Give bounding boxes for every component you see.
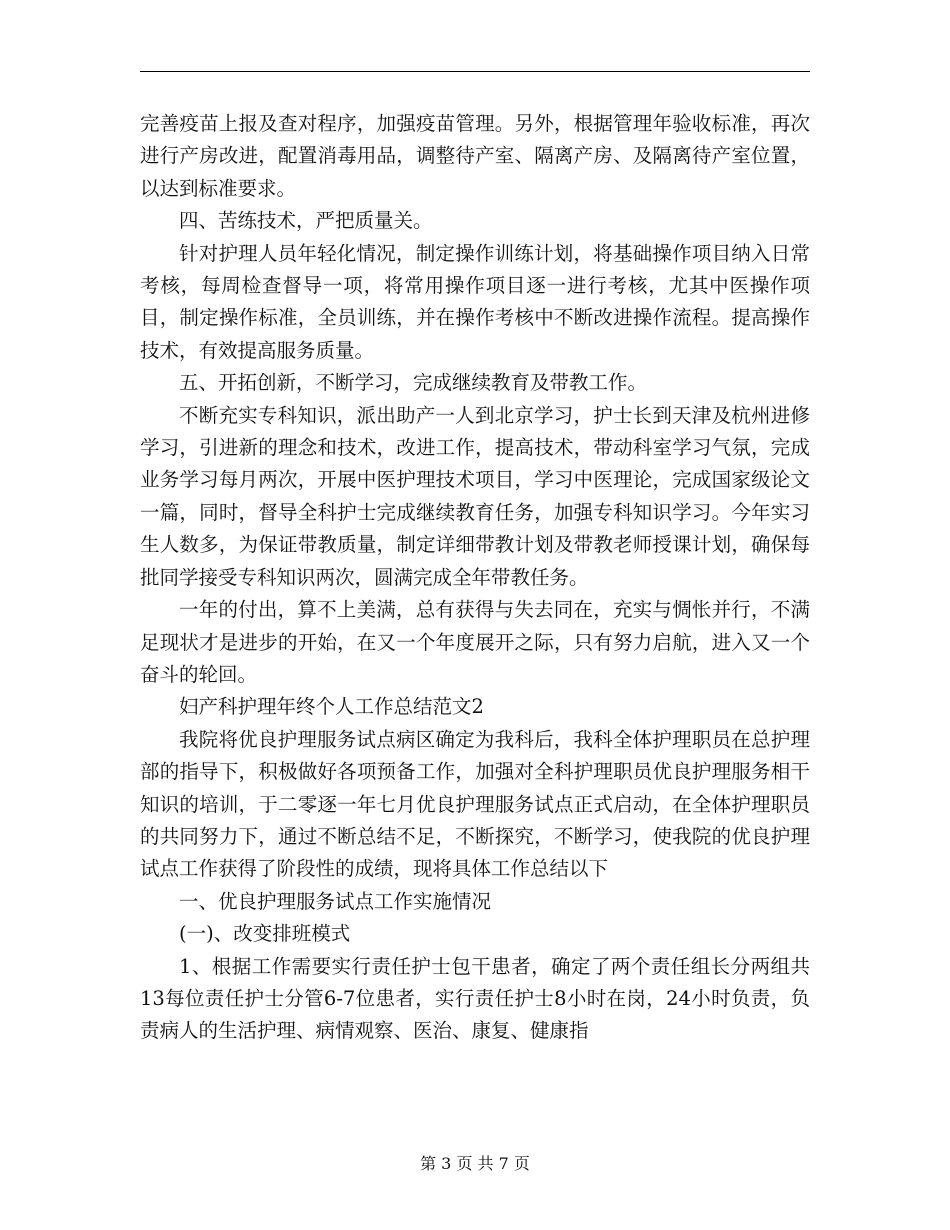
paragraph: (一)、改变排班模式 — [179, 922, 351, 946]
page-number-footer: 第 3 页 共 7 页 — [420, 1154, 530, 1173]
paragraph: 不断充实专科知识，派出助产一人到北京学习，护士长到天津及杭州进修学习，引进新的理念和技术，改进工作，提高技术，带动科室学习气氛，完成业务学习每月两次，开展中医护理技术项目，学习中医理论，完成国家级论文一篇，同时，督导全科护士完成继续教育任务，加强专科知识学习。今年实习生人数多，为保证带教质量，制定详细带教计划及带教老师授课计划，确保每批同学接受专科知识两次，圆满完成全年带教任务。 — [140, 403, 810, 589]
paragraph: 针对护理人员年轻化情况，制定操作训练计划，将基础操作项目纳入日常考核，每周检查督导一项，将常用操作项目逐一进行考核，尤其中医操作项目，制定操作标准，全员训练，并在操作考核中不断改进操作流程。提高操作技术，有效提高服务质量。 — [140, 241, 810, 362]
paragraph: 我院将优良护理服务试点病区确定为我科后，我科全体护理职员在总护理部的指导下，积极做好各项预备工作，加强对全科护理职员优良护理服务相干知识的培训，于二零逐一年七月优良护理服务试点正式启动，在全体护理职员的共同努力下，通过不断总结不足，不断探究，不断学习，使我院的优良护理试点工作获得了阶段性的成绩，现将具体工作总结以下 — [140, 727, 810, 881]
paragraph: 1、根据工作需要实行责任护士包干患者，确定了两个责任组长分两组共13每位责任护士分管6-7位患者，实行责任护士8小时在岗，24小时负责，负责病人的生活护理、病情观察、医治、康复、健康指 — [140, 954, 810, 1043]
header-rule — [140, 71, 810, 72]
document-body — [140, 108, 810, 1048]
paragraph: 五、开拓创新，不断学习，完成继续教育及带教工作。 — [179, 371, 648, 395]
paragraph: 妇产科护理年终个人工作总结范文2 — [179, 695, 484, 719]
paragraph: 一、优良护理服务试点工作实施情况 — [179, 889, 492, 913]
paragraph: 完善疫苗上报及查对程序，加强疫苗管理。另外，根据管理年验收标准，再次进行产房改进，配置消毒用品，调整待产室、隔离产房、及隔离待产室位置，以达到标准要求。 — [140, 112, 810, 200]
paragraph: 一年的付出，算不上美满，总有获得与失去同在，充实与惆怅并行，不满足现状才是进步的开始，在又一个年度展开之际，只有努力启航，进入又一个奋斗的轮回。 — [140, 598, 810, 686]
paragraph: 四、苦练技术，严把质量关。 — [179, 209, 433, 233]
